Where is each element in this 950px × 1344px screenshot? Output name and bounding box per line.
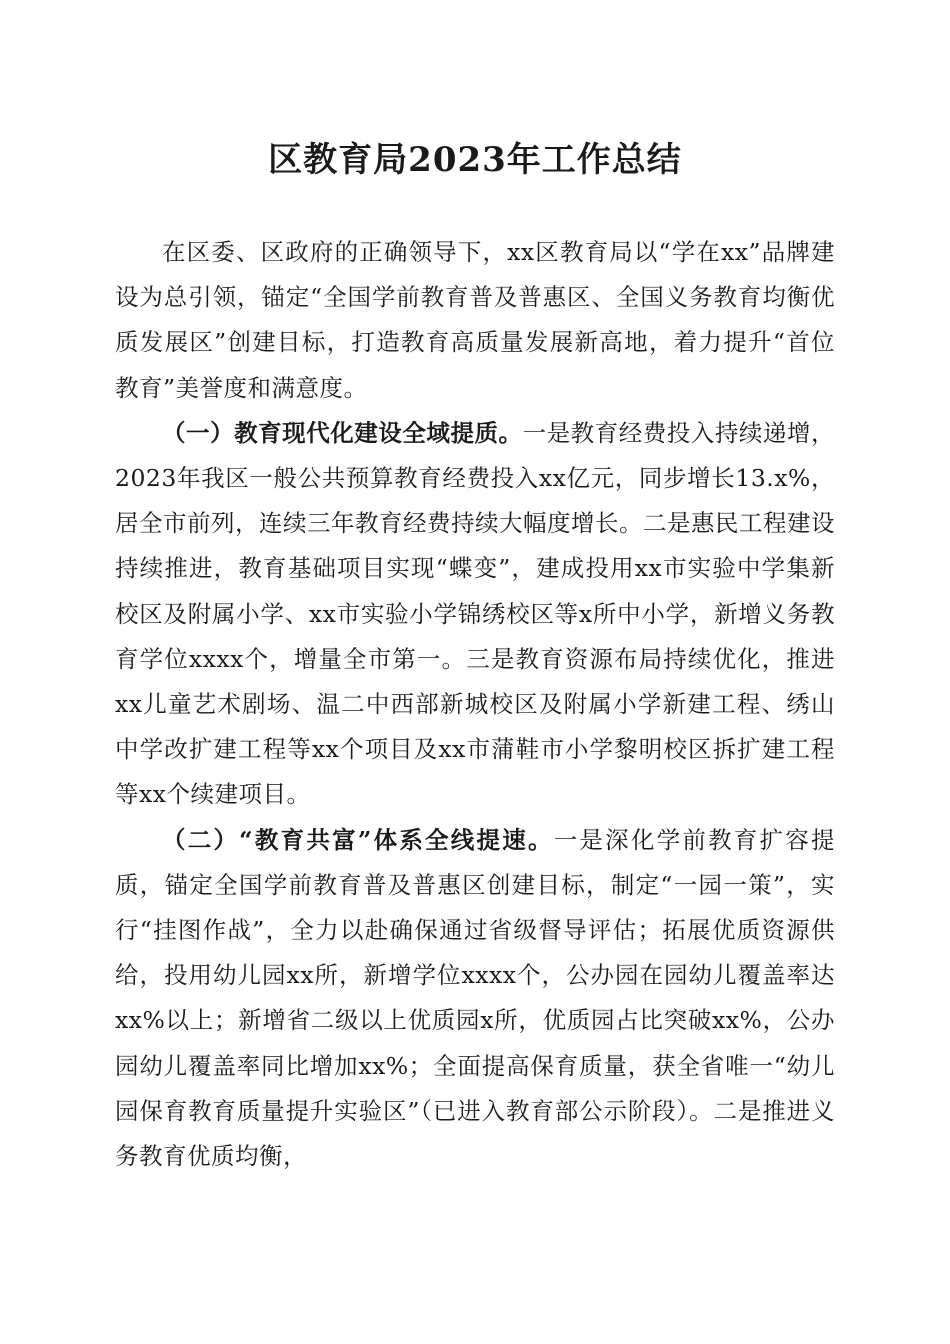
section-two-heading: （二）“教育共富”体系全线提速。 [162,825,554,854]
paragraph-text: 一是深化学前教育扩容提质，锚定全国学前教育普及普惠区创建目标，制定“一园一策”，实行“挂图作战”，全力以赴确保通过省级督导评估；拓展优质资源供给，投用幼儿园xx所，新增学位xxxx个，公办园在园幼儿覆盖率达xx%以上；新增省二级以上优质园x所，优质园占比突破xx%，公办园幼儿覆盖率同比增加xx%；全面提高保育质量，获全省唯一“幼儿园保育教育质量提升实验区”（已进入教育部公示阶段）。二是推进义务教育优质均衡， [115,825,835,1171]
intro-paragraph [115,230,835,411]
document-body [115,230,835,1179]
section-two-paragraph [115,818,835,1180]
section-one-heading: （一）教育现代化建设全域提质。 [162,418,523,447]
section-one-paragraph [115,411,835,818]
document-title: 区教育局2023年工作总结 [268,140,682,180]
paragraph-text: 一是教育经费投入持续递增，2023年我区一般公共预算教育经费投入xx亿元，同步增长13.x%，居全市前列，连续三年教育经费持续大幅度增长。二是惠民工程建设持续推进，教育基础项目实现“蝶变”，建成投用xx市实验中学集新校区及附属小学、xx市实验小学锦绣校区等x所中小学，新增义务教育学位xxxx个，增量全市第一。三是教育资源布局持续优化，推进xx儿童艺术剧场、温二中西部新城校区及附属小学新建工程、绣山中学改扩建工程等xx个项目及xx市蒲鞋市小学黎明校区拆扩建工程等xx个续建项目。 [115,418,836,809]
paragraph-text: 在区委、区政府的正确领导下，xx区教育局以“学在xx”品牌建设为总引领，锚定“全国学前教育普及普惠区、全国义务教育均衡优质发展区”创建目标，打造教育高质量发展新高地，着力提升“首位教育”美誉度和满意度。 [115,238,835,402]
